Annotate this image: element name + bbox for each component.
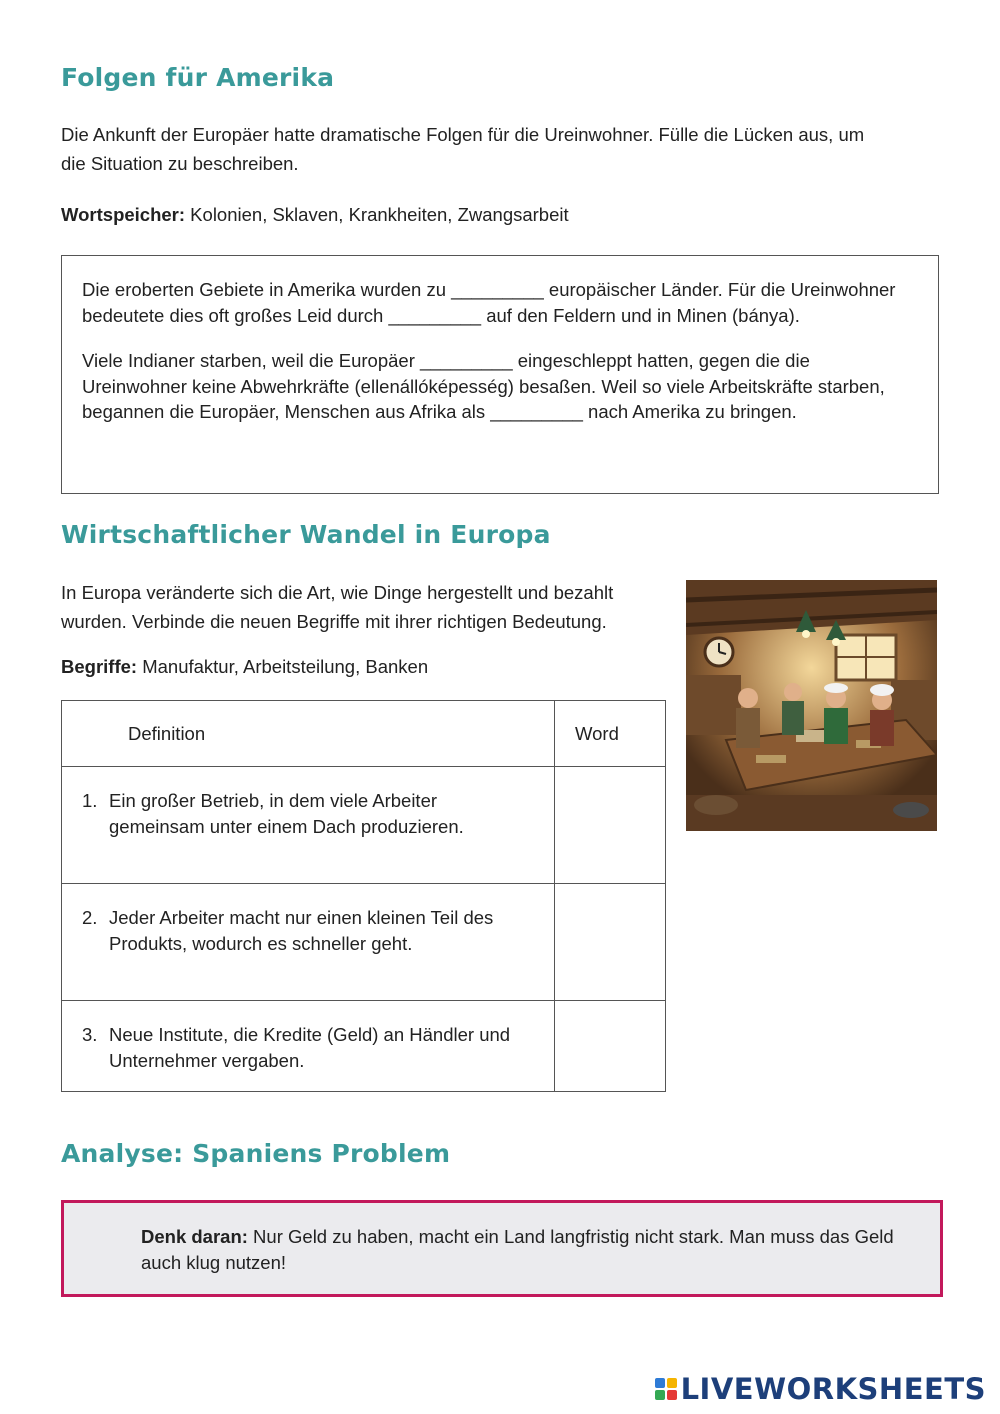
table-row (62, 767, 666, 884)
row-number: 2. (82, 907, 98, 928)
definition-text: Jeder Arbeiter macht nur einen kleinen Teil des Produkts, wodurch es schneller geht. (109, 907, 494, 954)
matching-table (61, 700, 666, 1092)
definition-cell (62, 767, 555, 884)
callout-label: Denk daran: (141, 1226, 248, 1247)
intro-line-1: In Europa veränderte sich die Art, wie Dinge hergestellt und bezahlt (61, 582, 614, 603)
definition-text: Neue Institute, die Kredite (Geld) an Händler und Unternehmer vergaben. (109, 1024, 511, 1071)
section-heading-wandel: Wirtschaftlicher Wandel in Europa (61, 520, 551, 549)
workshop-image (686, 580, 937, 831)
gap-fill-paragraph-2[interactable]: Viele Indianer starben, weil die Europäer _________ eingeschleppt hatten, gegen die die Ureinwohner keine Abwehrkräfte (ellenállóképesség) besaßen. Weil so viele Arbeitskräfte starben, begannen die Europäer, Menschen aus Afrika als _________ nach Amerika zu bringen. (82, 350, 885, 422)
intro-line-2: die Situation zu beschreiben. (61, 153, 299, 174)
definition-text: Ein großer Betrieb, in dem viele Arbeiter gemeinsam unter einem Dach produzieren. (109, 790, 464, 837)
table-header-word: Word (555, 701, 666, 767)
terms-bank (61, 652, 428, 681)
logo-text: LIVEWORKSHEETS (680, 1372, 986, 1406)
section2-intro (61, 578, 613, 636)
logo-mark-icon (655, 1378, 677, 1400)
intro-line-1: Die Ankunft der Europäer hatte dramatische Folgen für die Ureinwohner. Fülle die Lücken aus, um (61, 124, 865, 145)
table-header-definition: Definition (62, 701, 555, 767)
answer-cell-1[interactable] (555, 767, 666, 884)
word-bank-label: Wortspeicher: (61, 204, 186, 225)
terms-label: Begriffe: (61, 656, 138, 677)
section-heading-analyse: Analyse: Spaniens Problem (61, 1139, 451, 1168)
gap-fill-box (61, 255, 939, 494)
section-heading-folgen: Folgen für Amerika (61, 63, 335, 92)
definition-cell (62, 1001, 555, 1092)
answer-cell-2[interactable] (555, 884, 666, 1001)
word-bank (61, 200, 569, 229)
liveworksheets-logo[interactable] (655, 1372, 986, 1406)
word-bank-list: Kolonien, Sklaven, Krankheiten, Zwangsarbeit (185, 204, 569, 225)
callout-text: Nur Geld zu haben, macht ein Land langfristig nicht stark. Man muss das Geld auch klug nutzen! (141, 1226, 894, 1273)
intro-line-2: wurden. Verbinde die neuen Begriffe mit ihrer richtigen Bedeutung. (61, 611, 607, 632)
answer-cell-3[interactable] (555, 1001, 666, 1092)
section1-intro (61, 120, 864, 178)
table-row (62, 884, 666, 1001)
terms-list: Manufaktur, Arbeitsteilung, Banken (137, 656, 429, 677)
workshop-illustration (686, 580, 937, 831)
definition-cell (62, 884, 555, 1001)
reminder-callout (61, 1200, 943, 1297)
gap-fill-paragraph-1[interactable]: Die eroberten Gebiete in Amerika wurden zu _________ europäischer Länder. Für die Ureinwohner bedeutete dies oft großes Leid durch _________ auf den Feldern und in Minen (bánya). (82, 279, 896, 326)
table-row (62, 1001, 666, 1092)
row-number: 3. (82, 1024, 98, 1045)
row-number: 1. (82, 790, 98, 811)
